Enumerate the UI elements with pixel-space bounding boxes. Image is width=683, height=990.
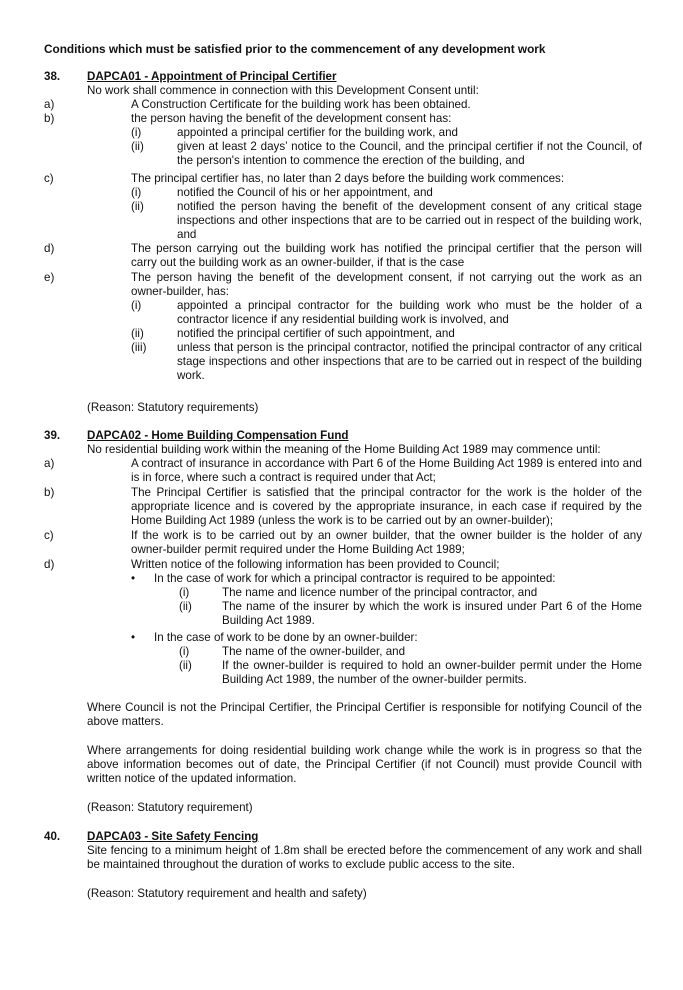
subitem-text: notified the principal certifier of such appointment, and	[177, 327, 455, 340]
subitem-text: unless that person is the principal contractor, notified the principal contractor of any critical stage inspections and other inspections that are to be carried out in respect of the building work.	[177, 341, 642, 382]
subitem-text: The name of the insurer by which the work is insured under Part 6 of the Home Building Act 1989.	[222, 600, 642, 627]
condition-intro: No work shall commence in connection with this Development Consent until:	[87, 84, 479, 97]
item-text: The principal certifier has, no later than 2 days before the building work commences:	[131, 172, 565, 185]
subitem-text: The name of the owner-builder, and	[222, 645, 406, 658]
subitem-text: notified the Council of his or her appointment, and	[177, 186, 433, 199]
subitem-label: (ii)	[179, 600, 192, 613]
item-label: c)	[44, 172, 54, 185]
condition-reason: (Reason: Statutory requirements)	[87, 401, 259, 414]
item-label: c)	[44, 529, 54, 542]
condition-number: 38.	[44, 70, 61, 83]
item-label: d)	[44, 558, 55, 571]
subitem-text: notified the person having the benefit of the development consent of any critical stage inspections and other inspections that are to be carried out in respect of the building work, and	[177, 200, 642, 241]
item-text: Written notice of the following information has been provided to Council;	[131, 558, 500, 571]
subitem-text: given at least 2 days’ notice to the Council, and the principal certifier if not the Council, of the person's intention to commence the erection of the building, and	[177, 140, 642, 167]
subitem-label: (i)	[131, 126, 142, 139]
item-text: the person having the benefit of the development consent has:	[131, 112, 452, 125]
subitem-text: appointed a principal certifier for the building work, and	[177, 126, 458, 139]
condition-number: 40.	[44, 830, 61, 843]
condition-number: 39.	[44, 429, 61, 442]
condition-text: Site fencing to a minimum height of 1.8m shall be erected before the commencement of any work and shall be maintained throughout the duration of works to exclude public access to the site.	[87, 844, 642, 871]
item-label: b)	[44, 112, 55, 125]
item-text: A contract of insurance in accordance with Part 6 of the Home Building Act 1989 is entered into and is in force, where such a contract is required under that Act;	[131, 457, 642, 484]
subitem-label: (ii)	[131, 140, 144, 153]
condition-intro: No residential building work within the meaning of the Home Building Act 1989 may commence until:	[87, 443, 601, 456]
condition-paragraph: Where arrangements for doing residential building work change while the work is in progress so that the above information becomes out of date, the Principal Certifier (if not Council) must provide Council with written notice of the updated information.	[87, 744, 642, 785]
subitem-label: (ii)	[131, 327, 144, 340]
subitem-label: (ii)	[179, 659, 192, 672]
item-label: a)	[44, 457, 55, 470]
subitem-label: (i)	[179, 645, 190, 658]
item-label: e)	[44, 271, 55, 284]
subitem-label: (ii)	[131, 200, 144, 213]
item-label: b)	[44, 486, 55, 499]
subitem-text: appointed a principal contractor for the building work who must be the holder of a contractor licence if any residential building work is involved, and	[177, 299, 642, 326]
bullet-text: In the case of work for which a principal contractor is required to be appointed:	[154, 572, 556, 585]
section-heading: Conditions which must be satisfied prior to the commencement of any development work	[44, 42, 546, 56]
subitem-label: (i)	[131, 299, 142, 312]
subitem-label: (i)	[131, 186, 142, 199]
item-label: d)	[44, 242, 55, 255]
item-label: a)	[44, 98, 55, 111]
condition-reason: (Reason: Statutory requirement)	[87, 801, 253, 814]
item-text: The person carrying out the building work has notified the principal certifier that the person will carry out the building work as an owner-builder, if that is the case	[131, 242, 642, 269]
subitem-text: If the owner-builder is required to hold an owner-builder permit under the Home Building Act 1989, the number of the owner-builder permits.	[222, 659, 642, 686]
condition-title: DAPCA02 - Home Building Compensation Fund	[87, 429, 349, 442]
subitem-label: (i)	[179, 586, 190, 599]
condition-title: DAPCA03 - Site Safety Fencing	[87, 830, 259, 843]
subitem-label: (iii)	[131, 341, 147, 354]
subitem-text: The name and licence number of the principal contractor, and	[222, 586, 538, 599]
item-text: The person having the benefit of the development consent, if not carrying out the work as an owner-builder, has:	[131, 271, 642, 298]
condition-title: DAPCA01 - Appointment of Principal Certifier	[87, 70, 337, 83]
item-text: The Principal Certifier is satisfied that the principal contractor for the work is the holder of the appropriate licence and is covered by the appropriate insurance, in each case if required by the Home Building Act 1989 (unless the work is to be carried out by an owner-builder);	[131, 486, 642, 527]
bullet-icon: •	[131, 631, 136, 644]
bullet-icon: •	[131, 572, 136, 585]
condition-reason: (Reason: Statutory requirement and health and safety)	[87, 887, 367, 900]
condition-paragraph: Where Council is not the Principal Certifier, the Principal Certifier is responsible for notifying Council of the above matters.	[87, 701, 642, 728]
item-text: If the work is to be carried out by an owner builder, that the owner builder is the holder of any owner-builder permit required under the Home Building Act 1989;	[131, 529, 642, 556]
bullet-text: In the case of work to be done by an owner-builder:	[154, 631, 418, 644]
item-text: A Construction Certificate for the building work has been obtained.	[131, 98, 471, 111]
